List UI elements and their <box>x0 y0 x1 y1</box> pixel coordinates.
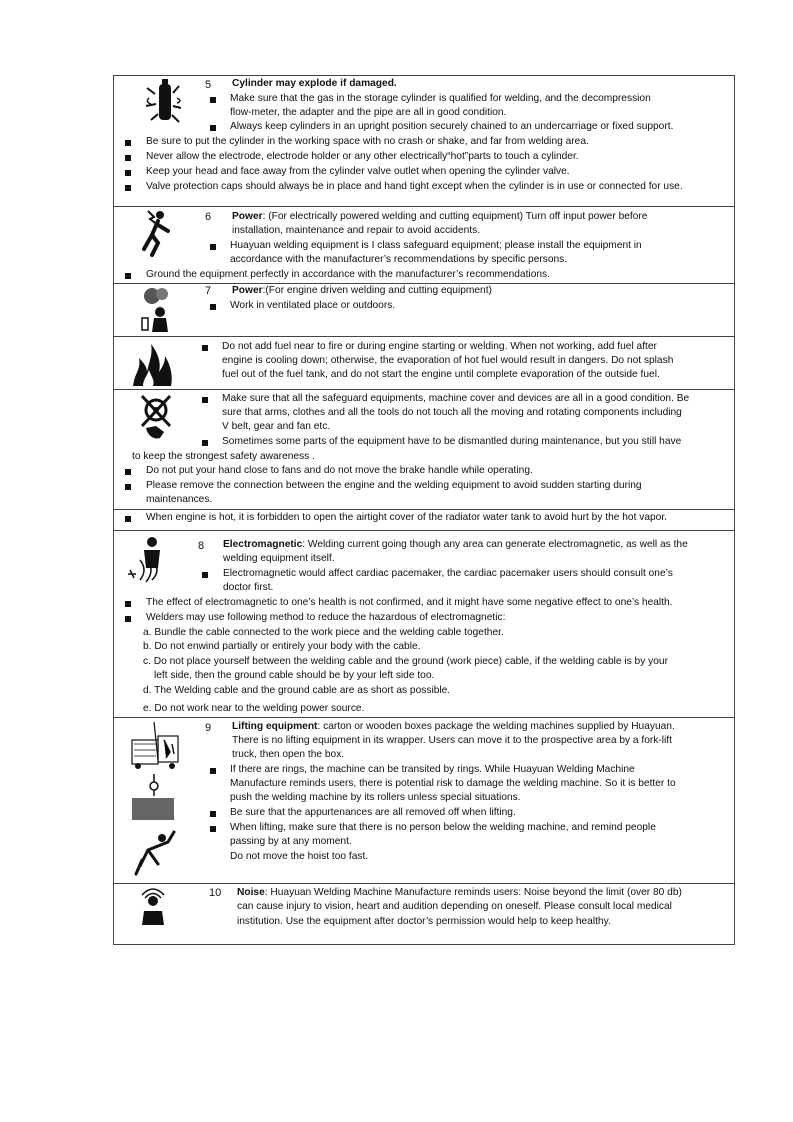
bullet <box>125 155 131 161</box>
section-text: institution. Use the equipment after doctor’s permission would help to keep healthy. <box>237 916 611 927</box>
section-title: Electromagnetic <box>223 539 303 550</box>
item-text: Please remove the connection between the engine and the welding equipment to avoid sudden starting during <box>146 480 642 491</box>
item-text: Be sure to put the cylinder in the working space with no crash or shake, and far from welding area. <box>146 136 589 147</box>
bullet <box>210 244 216 250</box>
section-text: There is no lifting equipment in its wrapper. Users can move it to the prospective area by a fork-lift <box>232 735 672 746</box>
bullet <box>202 440 208 446</box>
item-text: sure that arms, clothes and all the tools do not touch all the moving and rotating components including <box>222 407 682 418</box>
section-text: : (For electrically powered welding and cutting equipment) Turn off input power before <box>262 211 648 222</box>
bullet <box>210 304 216 310</box>
item-text: If there are rings, the machine can be transited by rings. While Huayuan Welding Machine <box>230 764 635 775</box>
item-text: accordance with the manufacturer’s recommendations by specific persons. <box>230 254 568 265</box>
item-text: Do not put your hand close to fans and do not move the brake handle while operating. <box>146 465 533 476</box>
item-text: to keep the strongest safety awareness . <box>132 451 315 462</box>
noise-icon <box>136 887 170 927</box>
section-text: can cause injury to vision, heart and audition depending on oneself. Please consult local medical <box>237 901 672 912</box>
section-title: Power <box>232 285 263 296</box>
item-text: Ground the equipment perfectly in accordance with the manufacturer’s recommendations. <box>146 269 550 280</box>
section-number: 9 <box>205 722 212 734</box>
item-text: Always keep cylinders in an upright position securely chained to an undercarriage or fixed support. <box>230 121 674 132</box>
item-text: Keep your head and face away from the cylinder valve outlet when opening the cylinder valve. <box>146 166 570 177</box>
gas-cylinder-icon <box>143 78 185 126</box>
bullet <box>125 170 131 176</box>
section-text: : carton or wooden boxes package the welding machines supplied by Huayuan. <box>317 721 675 732</box>
divider <box>113 389 735 390</box>
lifting-icon <box>128 720 184 880</box>
item-text: c. Do not place yourself between the welding cable and the ground (work piece) cable, if the welding cable is by your <box>143 656 668 667</box>
bullet <box>210 768 216 774</box>
divider <box>113 206 735 207</box>
item-text: Make sure that the gas in the storage cylinder is qualified for welding, and the decompression <box>230 93 651 104</box>
electromagnetic-icon <box>126 534 170 586</box>
section-text: truck, then open the box. <box>232 749 345 760</box>
section-title: Cylinder may explode if damaged. <box>232 78 397 89</box>
section-text: : Welding current going though any area can generate electromagnetic, as well as the <box>302 539 688 550</box>
electric-shock-icon <box>138 209 174 257</box>
item-text: Manufacture reminds users, there is potential risk to damage the welding machine. So it is better to <box>230 778 676 789</box>
bullet <box>202 397 208 403</box>
section-title: Noise <box>237 887 265 898</box>
bullet <box>125 469 131 475</box>
item-text: When lifting, make sure that there is no person below the welding machine, and remind people <box>230 822 656 833</box>
section-text: :(For engine driven welding and cutting equipment) <box>262 285 492 296</box>
bullet <box>125 140 131 146</box>
item-text: push the welding machine by its rollers unless special situations. <box>230 792 521 803</box>
item-text: fuel out of the fuel tank, and do not start the engine until complete evaporation of the outside fuel. <box>222 369 660 380</box>
section-title: Power <box>232 211 263 222</box>
item-text: Huayuan welding equipment is I class safeguard equipment; please install the equipment in <box>230 240 642 251</box>
item-text: Never allow the electrode, electrode holder or any other electrically“hot”parts to touch a cylinder. <box>146 151 579 162</box>
item-text: d. The Welding cable and the ground cable are as short as possible. <box>143 685 451 696</box>
bullet <box>125 601 131 607</box>
item-text: Do not add fuel near to fire or during engine starting or welding. When not working, add fuel after <box>222 341 657 352</box>
divider <box>113 530 735 531</box>
item-text: a. Bundle the cable connected to the work piece and the welding cable together. <box>143 627 504 638</box>
section-number: 7 <box>205 285 212 297</box>
moving-parts-icon <box>138 392 174 442</box>
bullet <box>210 811 216 817</box>
bullet <box>202 345 208 351</box>
item-text: b. Do not enwind partially or entirely your body with the cable. <box>143 641 421 652</box>
fire-icon <box>131 342 175 388</box>
bullet <box>125 484 131 490</box>
item-text: Be sure that the appurtenances are all removed off when lifting. <box>230 807 516 818</box>
item-text: When engine is hot, it is forbidden to open the airtight cover of the radiator water tank to avoid hurt by the hot vapor. <box>146 512 668 523</box>
item-text: V belt, gear and fan etc. <box>222 421 331 432</box>
item-text: Sometimes some parts of the equipment have to be dismantled during maintenance, but you still have <box>222 436 682 447</box>
item-text: maintenances. <box>146 494 213 505</box>
bullet <box>202 572 208 578</box>
item-text: Valve protection caps should always be in place and hand tight except when the cylinder is in use or connected for use. <box>146 181 683 192</box>
item-text: Work in ventilated place or outdoors. <box>230 300 396 311</box>
bullet <box>210 826 216 832</box>
section-text: : Huayuan Welding Machine Manufacture reminds users: Noise beyond the limit (over 80 db) <box>264 887 682 898</box>
item-text: Make sure that all the safeguard equipments, machine cover and devices are all in a good condition. Be <box>222 393 690 404</box>
item-text: Welders may use following method to reduce the hazardous of electromagnetic: <box>146 612 506 623</box>
section-line <box>237 886 682 901</box>
item-text: flow-meter, the adapter and the pipe are all in good condition. <box>230 107 507 118</box>
item-text: passing by at any moment. <box>230 836 352 847</box>
bullet <box>125 185 131 191</box>
section-title: Lifting equipment <box>232 721 318 732</box>
item-text: engine is cooling down; otherwise, the evaporation of hot fuel would result in dangers. Do not splash <box>222 355 674 366</box>
item-text: doctor first. <box>223 582 274 593</box>
item-text: Electromagnetic would affect cardiac pacemaker, the cardiac pacemaker users should consult one’s <box>223 568 673 579</box>
bullet <box>210 97 216 103</box>
item-text: Do not move the hoist too fast. <box>230 851 369 862</box>
bullet <box>125 273 131 279</box>
divider <box>113 509 735 510</box>
section-number: 6 <box>205 211 212 223</box>
divider <box>113 883 735 884</box>
section-line <box>232 210 647 225</box>
item-text: e. Do not work near to the welding power source. <box>143 703 365 714</box>
divider <box>113 336 735 337</box>
section-number: 5 <box>205 79 212 91</box>
bullet <box>210 125 216 131</box>
item-text: left side, then the ground cable should be by your left side too. <box>154 670 435 681</box>
bullet <box>125 616 131 622</box>
section-line <box>223 538 688 553</box>
section-text: welding equipment itself. <box>223 553 335 564</box>
section-number: 10 <box>209 887 222 899</box>
section-line <box>232 720 675 735</box>
section-text: installation, maintenance and repair to avoid accidents. <box>232 225 481 236</box>
section-line <box>232 284 492 299</box>
bullet <box>125 516 131 522</box>
section-number: 8 <box>198 540 205 552</box>
engine-exhaust-icon <box>138 286 174 334</box>
item-text: The effect of electromagnetic to one’s health is not confirmed, and it might have some negative effect to one’s health. <box>146 597 673 608</box>
divider <box>113 717 735 718</box>
